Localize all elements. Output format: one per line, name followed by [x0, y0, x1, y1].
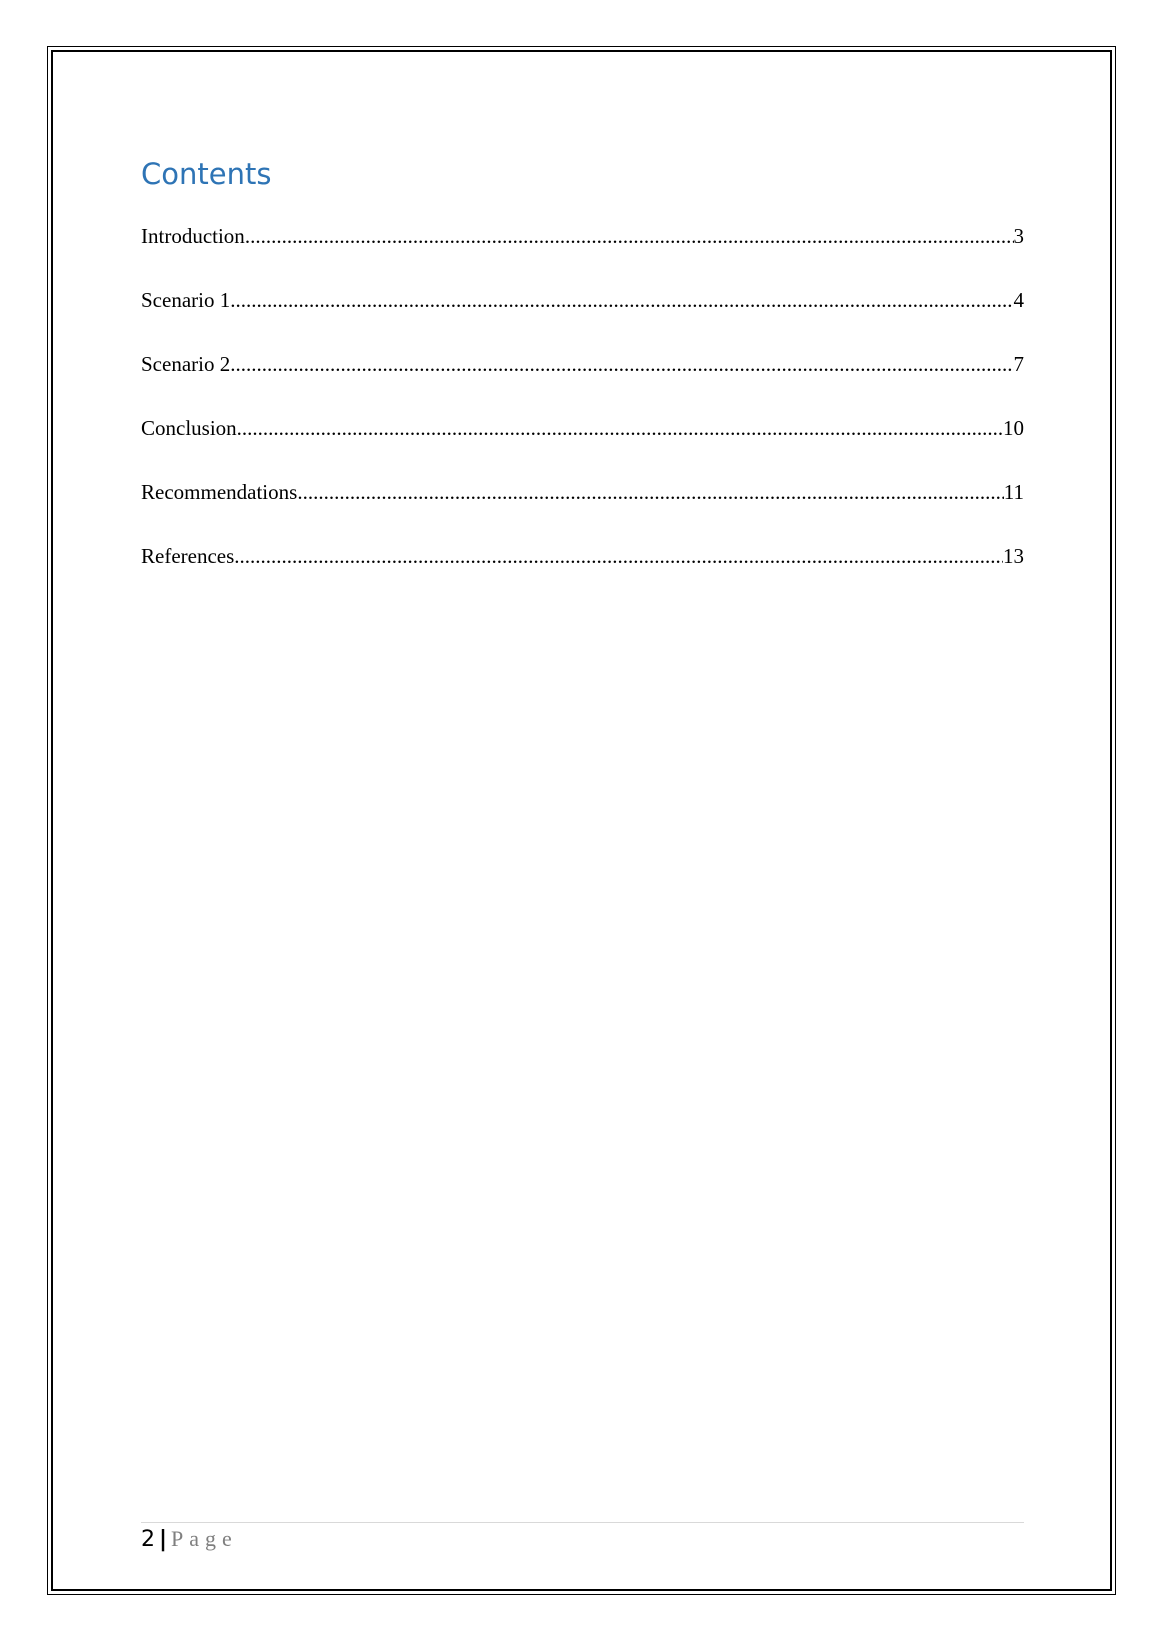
toc-entry-recommendations[interactable]	[141, 482, 1024, 546]
toc-entry-label: Introduction	[141, 224, 245, 248]
toc-entry-introduction[interactable]	[141, 226, 1024, 290]
footer-separator: |	[159, 1527, 168, 1552]
toc-title: Contents	[141, 157, 272, 191]
toc-entry-page: 3	[1013, 224, 1024, 248]
footer-page-number: 2	[141, 1527, 155, 1552]
footer-page-word: Page	[171, 1526, 238, 1551]
toc-entry-page: 11	[1003, 480, 1024, 504]
toc-entry-page: 13	[1003, 544, 1024, 568]
toc-entry-label: Scenario 2	[141, 352, 231, 376]
toc-entry-references[interactable]	[141, 546, 1024, 610]
toc-dot-leader	[237, 418, 1003, 439]
toc-dot-leader	[297, 482, 1003, 503]
table-of-contents	[141, 226, 1024, 610]
toc-dot-leader	[245, 226, 1014, 247]
toc-entry-scenario-1[interactable]	[141, 290, 1024, 354]
toc-entry-label: Scenario 1	[141, 288, 231, 312]
toc-entry-label: Recommendations	[141, 480, 298, 504]
toc-entry-label: Conclusion	[141, 416, 237, 440]
toc-entry-page: 4	[1013, 288, 1024, 312]
toc-entry-page: 10	[1003, 416, 1024, 440]
footer-divider	[141, 1522, 1024, 1523]
toc-dot-leader	[230, 290, 1013, 311]
page-footer	[141, 1528, 238, 1551]
toc-dot-leader	[234, 546, 1003, 567]
toc-entry-page: 7	[1013, 352, 1024, 376]
toc-entry-conclusion[interactable]	[141, 418, 1024, 482]
toc-entry-scenario-2[interactable]	[141, 354, 1024, 418]
toc-dot-leader	[230, 354, 1013, 375]
toc-entry-label: References	[141, 544, 235, 568]
